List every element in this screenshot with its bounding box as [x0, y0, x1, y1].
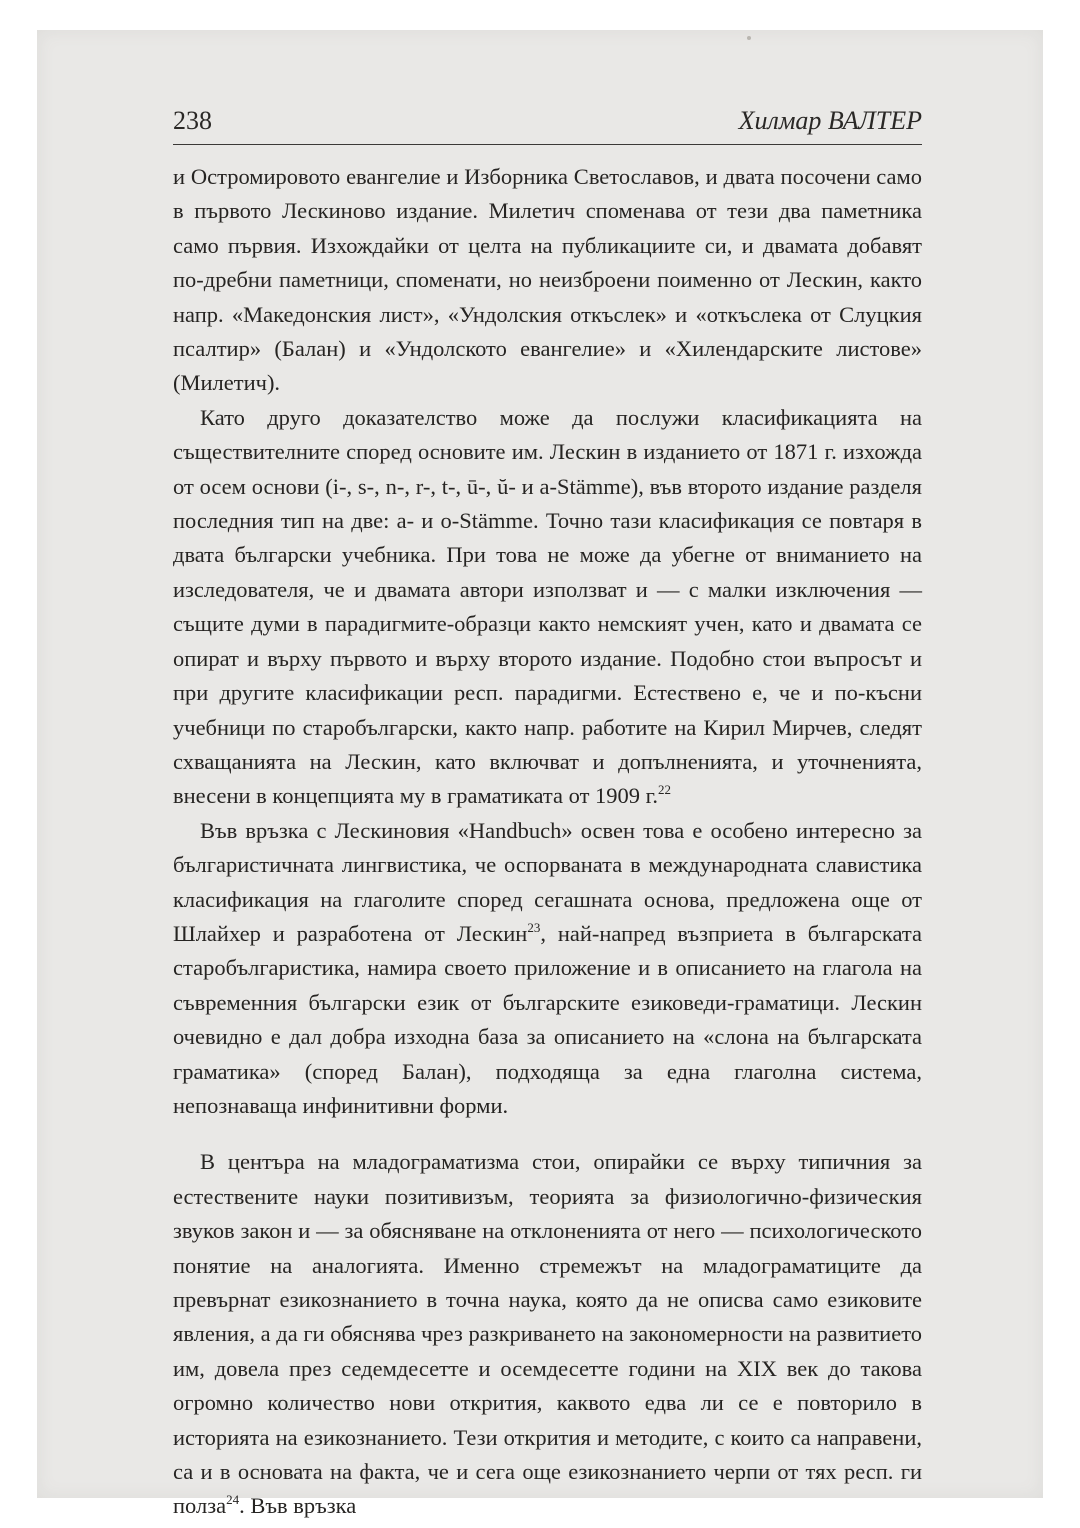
paragraph [173, 401, 922, 814]
page-number: 238 [173, 106, 212, 135]
page-header [173, 104, 922, 145]
footnote-ref: 23 [527, 919, 541, 935]
running-head: Хилмар ВАЛТЕР [738, 106, 922, 135]
paragraph-text: и Остромировото евангелие и Изборника Светославов, и двата посочени само в първото Лескиново издание. Милетич споменава от тези два паметника само първия. Изхождайки от целта на публикациите си, и двамата добавят по-дребни паметници, споменати, но неизброени поименно от Лескин, както напр. «Македонския лист», «Ундолския откъслек» и «откъслека от Слуцкия псалтир» (Балан) и «Ундолското евангелие» и «Хилендарските листове» (Милетич). [173, 164, 922, 396]
paragraph [173, 160, 922, 401]
paragraph-text-continued: . Във връзка [239, 1493, 357, 1519]
paragraph [173, 814, 922, 1124]
footnote-ref: 22 [657, 782, 671, 798]
paragraph-text: Като друго доказателство може да послужи класификацията на съществителните според основите им. Лескин в изданието от 1871 г. изхожда от осем основи (i-, s-, n-, r-, t-, ū-, ŭ- и a-Stämme), във второто издание разделя последния тип на две: a- и o-Stämme. Точно тази класификация се повтаря в двата български учебника. При това не може да убегне от вниманието на изследователя, че и двамата автори използват и — с малки изключения — същите думи в парадигмите-образци както немският учен, като и двамата се опират и върху първото и върху второто издание. Подобно стои въпросът и при другите класификации респ. парадигми. Естествено е, че и по-късни учебници по старобългарски, както напр. работите на Кирил Мирчев, следят схващанията на Лескин, като включват и допълненията, и уточненията, внесени в концепцията му в граматиката от 1909 г. [173, 404, 922, 809]
paragraph [173, 1145, 922, 1523]
paragraph-text-continued: , най-напред възприета в българската старобългаристика, намира своето приложение и в описанието на глагола на съвременния български език от българските езиковеди-граматици. Лескин очевидно е дал добра изходна база за описанието на «слона на българската граматика» (според Балан), подходяща за една глаголна система, непознаваща инфинитивни форми. [173, 920, 922, 1118]
body-text [173, 160, 922, 1524]
paragraph-text: Във връзка с Лескиновия «Handbuch» освен това е особено интересно за българистичната лингвистика, че оспорваната в международната славистика класификация на глаголите според сегашната основа, предложена още от Шлайхер и разработена от Лескин [173, 817, 922, 946]
footnote-ref: 24 [226, 1492, 240, 1508]
paragraph-text: В центъра на младограматизма стои, опирайки се върху типичния за естествените науки позитивизъм, теорията за физиологично-физическия звуков закон и — за обясняване на отклоненията от него — психологическото понятие на аналогията. Именно стремежът на младограматиците да превърнат езикознанието в точна наука, която да не описва само езиковите явления, а да ги обяснява чрез разкриването на закономерности на развитието им, довела през седемдесетте и осемдесетте години на XIX век до такова огромно количество нови открития, каквото едва ли се е повторило в историята на езикознанието. Тези открития и методите, с които са направени, са и в основата на факта, че и сега още езикознанието черпи от тях респ. ги полза [173, 1149, 922, 1519]
